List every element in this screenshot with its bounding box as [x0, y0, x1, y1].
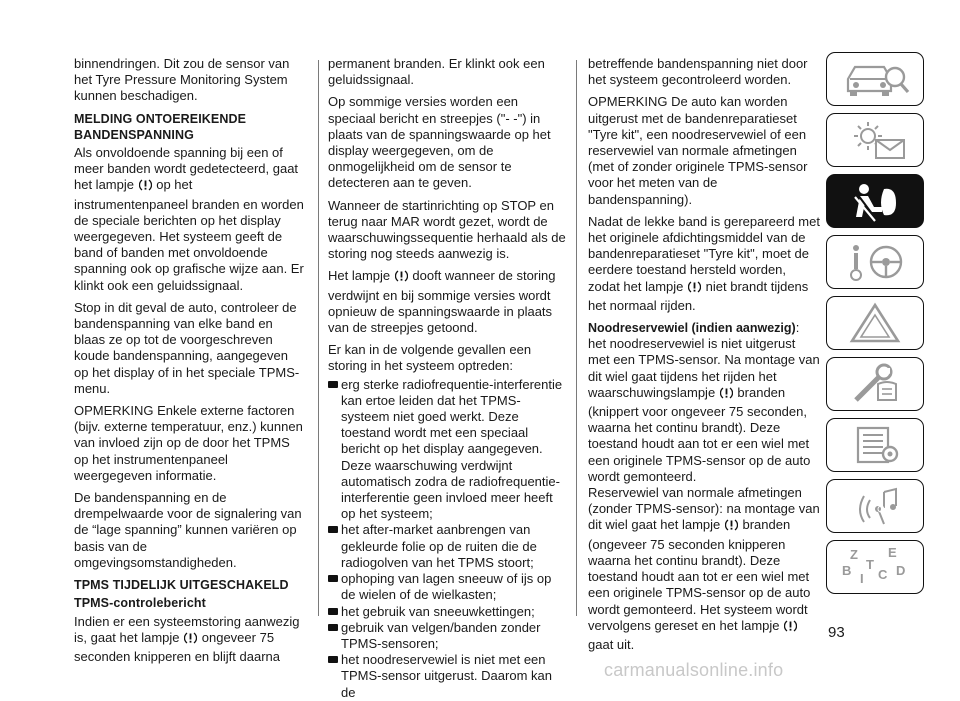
index-letter: T	[866, 557, 874, 572]
tab-starting-driving[interactable]	[826, 235, 924, 289]
tpms-warning-icon	[784, 619, 797, 637]
paragraph: De bandenspanning en de drempelwaarde voor de signalering van de “lage spanning” kunnen variëren op basis van de omgevingsomstandigheden.	[74, 490, 302, 570]
tab-maintenance[interactable]	[826, 357, 924, 411]
paragraph: Noodreservewiel (indien aanwezig): het noodreservewiel is niet uitgerust met een TPMS-sensor. Na montage van dit wiel gaat tijdens het rijden het waarschuwingslampje branden (knippert voor ongeveer 75 seconden, waarna het continu brandt). Deze toestand houdt aan tot er een wiel met een originele TPMS-sensor op de auto wordt gemonteerd.	[588, 320, 820, 484]
tpms-warning-icon	[725, 518, 738, 536]
technical-data-icon	[838, 423, 912, 467]
steering-start-icon	[838, 240, 912, 284]
tpms-warning-icon	[720, 386, 733, 404]
index-letter: E	[888, 545, 897, 560]
index-letter: D	[896, 563, 906, 578]
paragraph: Er kan in de volgende gevallen een storing in het systeem optreden:	[328, 342, 532, 374]
tab-safety[interactable]	[826, 174, 924, 228]
paragraph: permanent branden. Er klinkt ook een geluidssignaal.	[328, 56, 545, 88]
maintenance-icon	[838, 362, 912, 406]
text-column-1	[74, 56, 306, 671]
section-heading: TPMS TIJDELIJK UITGESCHAKELD	[74, 578, 289, 593]
paragraph: Nadat de lekke band is gerepareerd met het originele afdichtingsmiddel van de bandenreparatieset "Tyre kit", moet de eerdere toestand hersteld worden, zodat het lampje niet brandt tijdens het normaal rijden.	[588, 213, 820, 313]
tpms-warning-icon	[139, 178, 152, 196]
text-column-2	[328, 56, 566, 701]
warning-lights-icon	[838, 118, 912, 162]
list-item: het after-market aanbrengen van gekleurde folie op de ruiten die de radiogolven van het TPMS stoort;	[328, 522, 566, 571]
tab-emergency[interactable]	[826, 296, 924, 350]
bullet-list	[328, 377, 566, 701]
index-letter: Z	[850, 547, 858, 562]
car-info-icon	[838, 57, 912, 101]
watermark: carmanualsonline.info	[604, 660, 784, 680]
driver-safety-icon	[838, 179, 912, 223]
tpms-warning-icon	[395, 269, 408, 287]
paragraph: binnendringen. Dit zou de sensor van het Tyre Pressure Monitoring System kunnen beschadigen.	[74, 56, 290, 104]
chapter-tabs	[826, 52, 926, 601]
tpms-warning-icon	[688, 280, 701, 298]
column-divider	[576, 60, 577, 616]
bullet-icon	[328, 575, 338, 582]
paragraph: Stop in dit geval de auto, controleer de bandenspanning van elke band en blaas ze op tot de voorgeschreven koude bandenspanning, aangegeven op het display of in het speciale TPMS-menu.	[74, 299, 300, 396]
subsection-heading: TPMS-controlebericht	[74, 596, 206, 611]
paragraph: Op sommige versies worden een speciaal bericht en streepjes ("- -") in plaats van de spanningswaarde op het display weergegeven, om de onmogelijkheid om de sensor te detecteren aan te geven.	[328, 94, 551, 191]
text-column-3	[588, 56, 820, 659]
list-item: het noodreservewiel is niet met een TPMS-sensor uitgerust. Daarom kan de	[328, 652, 566, 701]
tab-car-info[interactable]	[826, 52, 924, 106]
index-letter: C	[878, 567, 888, 582]
section-heading: MELDING ONTOEREIKENDE BANDENSPANNING	[74, 111, 247, 142]
paragraph: Indien er een systeemstoring aanwezig is, gaat het lampje ongeveer 75 seconden knipperen en blijft daarna	[74, 613, 300, 664]
list-item: het gebruik van sneeuwkettingen;	[328, 604, 566, 620]
list-item: gebruik van velgen/banden zonder TPMS-sensoren;	[328, 620, 566, 652]
paragraph: Reservewiel van normale afmetingen (zonder TPMS-sensor): na montage van dit wiel gaat het lampje branden (ongeveer 75 seconden knipperen waarna het continu brandt). Deze toestand houdt aan tot er een wiel met een originele TPMS-sensor op de auto wordt gemonteerd. Het systeem wordt vervolgens gereset en het lampje gaat uit.	[588, 485, 820, 652]
paragraph: betreffende bandenspanning niet door het systeem gecontroleerd worden.	[588, 56, 808, 88]
index-letter: I	[860, 571, 864, 586]
column-divider	[318, 60, 319, 616]
paragraph: Het lampje dooft wanneer de storing verdwijnt en bij sommige versies wordt opnieuw de spanningswaarde in plaats van de streepjes getoond.	[328, 268, 556, 336]
tab-multimedia[interactable]	[826, 479, 924, 533]
tab-technical-data[interactable]	[826, 418, 924, 472]
bullet-icon	[328, 656, 338, 663]
tab-index[interactable]	[826, 540, 924, 594]
tpms-warning-icon	[184, 631, 197, 649]
paragraph: OPMERKING Enkele externe factoren (bijv. externe temperatuur, enz.) kunnen van invloed zijn op de door het TPMS op het instrumentenpaneel weergegeven informatie.	[74, 403, 303, 483]
paragraph: Als onvoldoende spanning bij een of meer banden wordt gedetecteerd, gaat het lampje op het instrumentenpaneel branden en worden de speciale berichten op het display weergegeven. Het systeem geeft de band of banden met onvoldoende spanning ook op grafische wijze aan. Er klinkt ook een geluidssignaal.	[74, 145, 304, 293]
paragraph: Wanneer de startinrichting op STOP en terug naar MAR wordt gezet, wordt de waarschuwingssequentie herhaald als de storing nog steeds aanwezig is.	[328, 197, 566, 262]
bullet-icon	[328, 608, 338, 615]
bullet-icon	[328, 624, 338, 631]
subsection-heading: Noodreservewiel (indien aanwezig)	[588, 321, 796, 336]
list-item: ophoping van lagen sneeuw of ijs op de wielen of de wielkasten;	[328, 571, 566, 603]
page-number: 93	[828, 624, 845, 641]
multimedia-icon	[838, 484, 912, 528]
paragraph: OPMERKING De auto kan worden uitgerust met de bandenreparatieset "Tyre kit", een noodreservewiel of een reservewiel van normale afmetingen (met of zonder originele TPMS-sensor voor het meten van de bandenspanning).	[588, 94, 808, 207]
emergency-triangle-icon	[838, 301, 912, 345]
index-letter: B	[842, 563, 852, 578]
index-icon	[838, 545, 912, 589]
bullet-icon	[328, 526, 338, 533]
list-item: erg sterke radiofrequentie-interferentie kan ertoe leiden dat het TPMS-systeem niet goed werkt. Deze toestand wordt met een speciaal bericht op het display aangegeven. Deze waarschuwing verdwijnt automatisch zodra de radiofrequentie-interferentie geen invloed meer heeft op het systeem;	[328, 377, 566, 523]
tab-warning-lights[interactable]	[826, 113, 924, 167]
bullet-icon	[328, 381, 338, 388]
